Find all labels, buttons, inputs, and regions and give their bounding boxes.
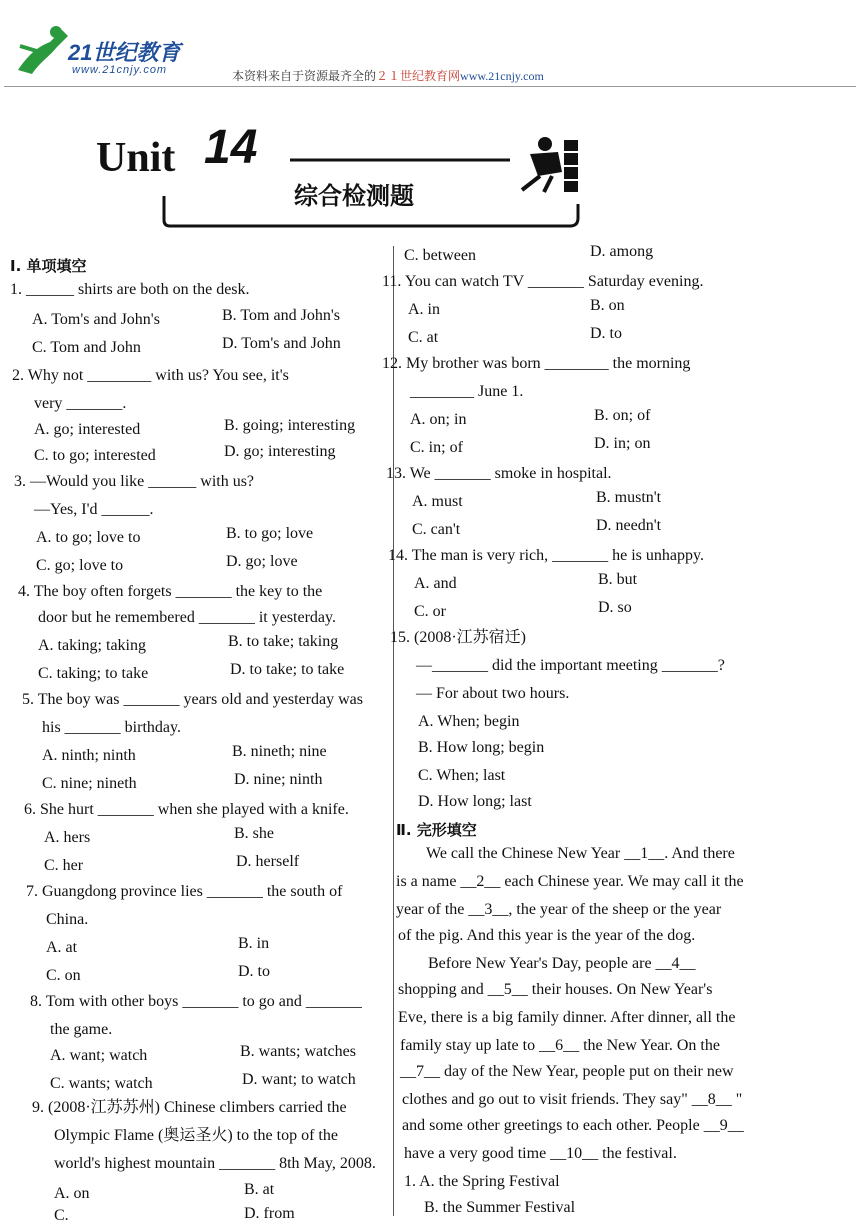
option: D. in; on — [594, 435, 651, 452]
option: B. she — [234, 825, 274, 842]
source-prefix: 本资料来自于资源最齐全的 — [232, 69, 377, 83]
option: A. at — [46, 939, 78, 956]
option: D. herself — [236, 853, 300, 870]
option: B. the Summer Festival — [424, 1199, 576, 1216]
question-line: 6. She hurt _______ when she played with a knife. — [24, 801, 349, 818]
passage-line: is a name __2__ each Chinese year. We may call it the — [396, 873, 744, 890]
header-divider — [4, 86, 856, 87]
option: A. ninth; ninth — [42, 747, 136, 764]
question-line: door but he remembered _______ it yesterday. — [38, 609, 336, 626]
option: B. at — [244, 1181, 275, 1198]
option: B. but — [598, 571, 638, 588]
option: D. How long; last — [418, 793, 532, 810]
option: B. How long; begin — [418, 739, 545, 756]
question-line: 1. ______ shirts are both on the desk. — [10, 281, 250, 298]
subtitle: 综合检测题 — [294, 182, 414, 210]
question-line: 5. The boy was _______ years old and yesterday was — [22, 691, 363, 708]
option: D. want; to watch — [242, 1071, 356, 1088]
option: B. nineth; nine — [232, 743, 327, 760]
question-line: 11. You can watch TV _______ Saturday evening. — [382, 273, 704, 290]
question-line: his _______ birthday. — [42, 719, 181, 736]
source-line — [232, 67, 544, 84]
question-line: 9. (2008·江苏苏州) Chinese climbers carried the — [32, 1099, 347, 1116]
question-line: 14. The man is very rich, _______ he is unhappy. — [388, 547, 704, 564]
question-line: 12. My brother was born ________ the morning — [382, 355, 691, 372]
passage-line: clothes and go out to visit friends. They say" __8__ " — [402, 1091, 743, 1108]
option: C. Tom and John — [32, 339, 141, 356]
source-url[interactable]: www.21cnjy.com — [460, 69, 544, 83]
question-line: 3. —Would you like ______ with us? — [14, 473, 255, 490]
option: C. wants; watch — [50, 1075, 153, 1092]
option: A. go; interested — [34, 421, 141, 438]
option: A. on; in — [410, 411, 467, 428]
question-line: 2. Why not ________ with us? You see, it's — [12, 367, 289, 384]
option: C. between — [404, 247, 476, 264]
option: A. want; watch — [50, 1047, 148, 1064]
question-line: 13. We _______ smoke in hospital. — [386, 465, 612, 482]
option: B. to go; love — [226, 525, 314, 542]
passage-line: and some other greetings to each other. People __9__ — [402, 1117, 744, 1134]
option: D. go; interesting — [224, 443, 336, 460]
question-line: 7. Guangdong province lies _______ the south of — [26, 883, 343, 900]
option: C. taking; to take — [38, 665, 149, 682]
passage-line: family stay up late to __6__ the New Year. On the — [400, 1037, 720, 1054]
option: A. to go; love to — [36, 529, 141, 546]
option: C. go; love to — [36, 557, 124, 574]
option: C. When; last — [418, 767, 506, 784]
option: B. to take; taking — [228, 633, 339, 650]
question-line: 8. Tom with other boys _______ to go and _______ — [30, 993, 362, 1010]
passage-line: Before New Year's Day, people are __4__ — [428, 955, 696, 972]
option: D. needn't — [596, 517, 662, 534]
option: D. among — [590, 243, 654, 260]
option: D. from — [244, 1205, 295, 1222]
question-line: the game. — [50, 1021, 113, 1038]
option: C. nine; nineth — [42, 775, 137, 792]
option: A. When; begin — [418, 713, 520, 730]
question-line: very _______. — [34, 395, 127, 412]
option: A. in — [408, 301, 440, 318]
question-line: Olympic Flame (奥运圣火) to the top of the — [54, 1127, 338, 1144]
option: C. can't — [412, 521, 461, 538]
passage-line: of the pig. And this year is the year of the dog. — [398, 927, 696, 944]
logo-text: 21世纪教育 — [68, 40, 181, 65]
source-site[interactable]: ２１世纪教育网 — [376, 69, 461, 83]
unit-label: Unit — [96, 135, 176, 181]
option: D. to — [238, 963, 270, 980]
option: D. nine; ninth — [234, 771, 323, 788]
question-line: — For about two hours. — [416, 685, 570, 702]
option: A. must — [412, 493, 463, 510]
option: C. at — [408, 329, 439, 346]
option: B. on — [590, 297, 625, 314]
option: D. Tom's and John — [222, 335, 341, 352]
option: B. on; of — [594, 407, 651, 424]
option: A. Tom's and John's — [32, 311, 160, 328]
column-divider — [393, 246, 394, 1216]
option: B. wants; watches — [240, 1043, 356, 1060]
question-line: —Yes, I'd ______. — [34, 501, 154, 518]
question-line: 4. The boy often forgets _______ the key to the — [18, 583, 323, 600]
unit-number: 14 — [204, 121, 258, 174]
option: D. so — [598, 599, 632, 616]
passage-line: We call the Chinese New Year __1__. And there — [426, 845, 735, 862]
option: C. — [54, 1207, 69, 1224]
option: A. hers — [44, 829, 91, 846]
option: B. going; interesting — [224, 417, 356, 434]
question-line: world's highest mountain _______ 8th May, 2008. — [54, 1155, 376, 1172]
passage-line: year of the __3__, the year of the sheep or the year — [396, 901, 722, 918]
question-line: 15. (2008·江苏宿迁) — [390, 629, 526, 646]
option: 1. A. the Spring Festival — [404, 1173, 560, 1190]
option: C. on — [46, 967, 81, 984]
passage-line: Eve, there is a big family dinner. After dinner, all the — [398, 1009, 736, 1026]
worker-clipart-icon — [522, 137, 578, 192]
question-line: China. — [46, 911, 89, 928]
option: C. in; of — [410, 439, 463, 456]
option: A. and — [414, 575, 457, 592]
option: A. on — [54, 1185, 90, 1202]
option: B. mustn't — [596, 489, 662, 506]
passage-line: __7__ day of the New Year, people put on their new — [400, 1063, 734, 1080]
option: B. Tom and John's — [222, 307, 340, 324]
passage-line: shopping and __5__ their houses. On New Year's — [398, 981, 713, 998]
logo-url: www.21cnjy.com — [72, 64, 168, 76]
option: D. to take; to take — [230, 661, 345, 678]
option: D. to — [590, 325, 622, 342]
question-line: ________ June 1. — [410, 383, 524, 400]
option: C. her — [44, 857, 84, 874]
section-1-heading: Ⅰ. 单项填空 — [10, 257, 87, 275]
option: A. taking; taking — [38, 637, 146, 654]
question-line: —_______ did the important meeting _______? — [416, 657, 725, 674]
option: D. go; love — [226, 553, 298, 570]
option: C. to go; interested — [34, 447, 156, 464]
option: C. or — [414, 603, 446, 620]
section-2-heading: Ⅱ. 完形填空 — [396, 821, 477, 839]
passage-line: have a very good time __10__ the festival. — [404, 1145, 677, 1162]
option: B. in — [238, 935, 270, 952]
